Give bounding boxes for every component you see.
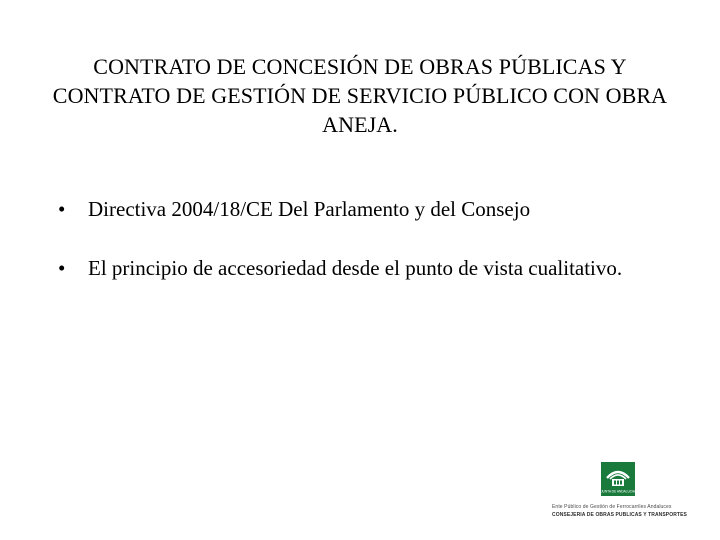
slide-title: CONTRATO DE CONCESIÓN DE OBRAS PÚBLICAS Y CONTRATO DE GESTIÓN DE SERVICIO PÚBLICO CON OBRA ANEJA. [52, 54, 668, 137]
bullet-item-principio [58, 255, 658, 282]
bullet-glyph: • [58, 197, 66, 221]
bullet-text: Directiva 2004/18/CE Del Parlamento y del Consejo [88, 197, 531, 221]
bullet-text: El principio de accesoriedad desde el punto de vista cualitativo. [88, 256, 623, 280]
organization-logo [552, 462, 698, 522]
bullet-glyph: • [58, 256, 66, 280]
emblem-caption: JUNTA DE ANDALUCIA [601, 489, 635, 494]
junta-de-andalucia-emblem-icon [601, 462, 635, 496]
logo-entity-name: Ente Público de Gestión de Ferrocarriles Andaluces [552, 504, 672, 510]
bullet-list [58, 196, 658, 314]
bullet-item-directiva [58, 196, 658, 223]
logo-department-name: CONSEJERÍA DE OBRAS PÚBLICAS Y TRANSPORTES [552, 512, 687, 518]
